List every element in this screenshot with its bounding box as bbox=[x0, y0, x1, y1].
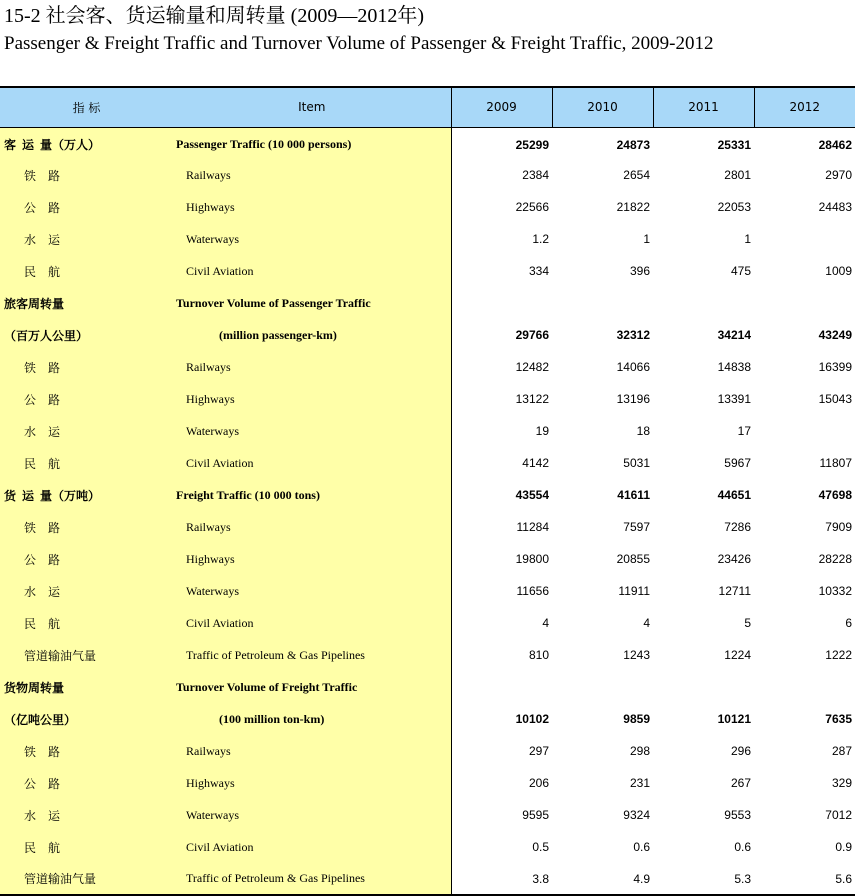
value-cell-2011: 2801 bbox=[724, 168, 751, 182]
value-cell-2012: 287 bbox=[831, 744, 852, 758]
value-cell-2012: 11807 bbox=[819, 456, 852, 470]
value-cell-2009: 43554 bbox=[515, 488, 549, 502]
row-label-english: Waterways bbox=[173, 799, 451, 831]
value-cell-2012: 16399 bbox=[818, 360, 852, 374]
value-cell-2012 bbox=[754, 415, 855, 447]
value-cell-2009: 3.8 bbox=[451, 863, 552, 895]
value-cell-2012: 10332 bbox=[818, 584, 852, 598]
value-cell-2009: 4 bbox=[542, 616, 549, 630]
row-label-english: Railways bbox=[173, 511, 451, 543]
value-cell-2011: 296 bbox=[730, 744, 751, 758]
row-label-chinese: 水 运 bbox=[0, 575, 173, 607]
page-title-chinese: 15-2 社会客、货运输量和周转量 (2009—2012年) bbox=[4, 5, 424, 27]
header-year-2012: 2012 bbox=[754, 87, 855, 127]
value-cell-2010: 9859 bbox=[623, 712, 650, 726]
value-cell-2010: 4 bbox=[643, 616, 650, 630]
value-cell-2010: 231 bbox=[629, 776, 650, 790]
value-cell-2009: 334 bbox=[528, 264, 549, 278]
header-indicator: 指 标 bbox=[0, 87, 173, 127]
header-row bbox=[0, 87, 855, 127]
value-cell-2009: 0.5 bbox=[532, 840, 549, 854]
value-cell-2012: 7012 bbox=[825, 808, 852, 822]
value-cell-2011: 1224 bbox=[724, 648, 751, 662]
table-row bbox=[0, 191, 855, 223]
value-cell-2011 bbox=[653, 671, 754, 703]
value-cell-2010: 14066 bbox=[616, 360, 650, 374]
table-row bbox=[0, 703, 855, 735]
value-cell-2010: 5031 bbox=[623, 456, 650, 470]
value-cell-2010: 0.6 bbox=[633, 840, 650, 854]
value-cell-2012: 15043 bbox=[818, 392, 852, 406]
row-label-english: Civil Aviation bbox=[173, 255, 451, 287]
value-cell-2010: 11911 bbox=[618, 584, 650, 598]
value-cell-2012: 1222 bbox=[825, 648, 852, 662]
value-cell-2011: 5 bbox=[744, 616, 751, 630]
page-title-english: Passenger & Freight Traffic and Turnover Volume of Passenger & Freight Traffic, 2009-2012 bbox=[4, 33, 714, 54]
value-cell-2012: 1009 bbox=[825, 264, 852, 278]
value-cell-2009: 13122 bbox=[515, 392, 549, 406]
value-cell-2012: 2970 bbox=[825, 168, 852, 182]
value-cell-2011: 23426 bbox=[717, 552, 751, 566]
value-cell-2011: 22053 bbox=[717, 200, 751, 214]
table-row bbox=[0, 223, 855, 255]
row-label-chinese: 公 路 bbox=[0, 191, 173, 223]
row-label-chinese: 民 航 bbox=[0, 447, 173, 479]
table-row bbox=[0, 447, 855, 479]
header-year-2010: 2010 bbox=[552, 87, 653, 127]
row-label-english: Railways bbox=[173, 159, 451, 191]
row-label-english: Waterways bbox=[173, 415, 451, 447]
table-row bbox=[0, 671, 855, 703]
row-label-english: Highways bbox=[173, 383, 451, 415]
value-cell-2010: 1 bbox=[643, 232, 650, 246]
row-label-chinese: 客 运 量（万人） bbox=[0, 127, 173, 159]
value-cell-2010: 41611 bbox=[617, 488, 650, 502]
traffic-table bbox=[0, 86, 855, 896]
value-cell-2011: 12711 bbox=[718, 584, 751, 598]
value-cell-2009: 29766 bbox=[515, 328, 549, 342]
value-cell-2010: 396 bbox=[629, 264, 650, 278]
table-row bbox=[0, 511, 855, 543]
table-row bbox=[0, 127, 855, 159]
value-cell-2012: 329 bbox=[831, 776, 852, 790]
value-cell-2012: 47698 bbox=[818, 488, 852, 502]
row-label-chinese: 民 航 bbox=[0, 831, 173, 863]
table-row bbox=[0, 863, 855, 895]
value-cell-2012: 24483 bbox=[818, 200, 852, 214]
value-cell-2009 bbox=[451, 671, 552, 703]
value-cell-2010: 21822 bbox=[616, 200, 650, 214]
row-label-english: Traffic of Petroleum & Gas Pipelines bbox=[173, 863, 451, 895]
value-cell-2012 bbox=[754, 671, 855, 703]
row-label-english: Passenger Traffic (10 000 persons) bbox=[173, 127, 451, 159]
value-cell-2011: 1 bbox=[744, 232, 751, 246]
row-label-english: Highways bbox=[173, 191, 451, 223]
row-label-english: Civil Aviation bbox=[173, 447, 451, 479]
value-cell-2011 bbox=[653, 287, 754, 319]
row-label-english: Civil Aviation bbox=[173, 831, 451, 863]
value-cell-2012 bbox=[754, 223, 855, 255]
value-cell-2011: 13391 bbox=[717, 392, 751, 406]
value-cell-2011: 25331 bbox=[717, 137, 751, 152]
value-cell-2012: 28228 bbox=[818, 552, 852, 566]
table-row bbox=[0, 767, 855, 799]
value-cell-2012: 28462 bbox=[818, 137, 852, 152]
value-cell-2009: 19800 bbox=[515, 552, 549, 566]
table-row bbox=[0, 607, 855, 639]
value-cell-2011: 10121 bbox=[717, 712, 751, 726]
value-cell-2009: 9595 bbox=[522, 808, 549, 822]
value-cell-2009: 25299 bbox=[515, 137, 549, 152]
table-row bbox=[0, 415, 855, 447]
value-cell-2010: 7597 bbox=[623, 520, 650, 534]
table-row bbox=[0, 383, 855, 415]
value-cell-2009: 297 bbox=[528, 744, 549, 758]
table-row bbox=[0, 479, 855, 511]
table-row bbox=[0, 319, 855, 351]
row-label-english: Turnover Volume of Freight Traffic bbox=[173, 671, 451, 703]
row-label-chinese: 民 航 bbox=[0, 255, 173, 287]
row-label-english: Turnover Volume of Passenger Traffic bbox=[173, 287, 451, 319]
value-cell-2009: 4142 bbox=[522, 456, 549, 470]
table-row bbox=[0, 255, 855, 287]
value-cell-2009: 12482 bbox=[515, 360, 549, 374]
value-cell-2012: 43249 bbox=[818, 328, 852, 342]
value-cell-2012: 0.9 bbox=[835, 840, 852, 854]
row-label-english: (million passenger-km) bbox=[173, 319, 451, 351]
row-label-chinese: 公 路 bbox=[0, 543, 173, 575]
row-label-chinese: 管道输油气量 bbox=[0, 863, 173, 895]
value-cell-2011: 267 bbox=[730, 776, 751, 790]
value-cell-2010: 4.9 bbox=[552, 863, 653, 895]
row-label-english: Freight Traffic (10 000 tons) bbox=[173, 479, 451, 511]
value-cell-2009: 11656 bbox=[516, 584, 549, 598]
row-label-english: Traffic of Petroleum & Gas Pipelines bbox=[173, 639, 451, 671]
value-cell-2010 bbox=[552, 287, 653, 319]
row-label-chinese: 货物周转量 bbox=[0, 671, 173, 703]
table-row bbox=[0, 287, 855, 319]
value-cell-2011: 17 bbox=[737, 424, 751, 438]
row-label-chinese: 铁 路 bbox=[0, 159, 173, 191]
row-label-chinese: 公 路 bbox=[0, 767, 173, 799]
row-label-chinese: 铁 路 bbox=[0, 351, 173, 383]
value-cell-2012: 7909 bbox=[825, 520, 852, 534]
row-label-english: (100 million ton-km) bbox=[173, 703, 451, 735]
value-cell-2011: 0.6 bbox=[734, 840, 751, 854]
header-item: Item bbox=[173, 87, 451, 127]
value-cell-2012: 7635 bbox=[825, 712, 852, 726]
table-row bbox=[0, 543, 855, 575]
row-label-english: Railways bbox=[173, 351, 451, 383]
value-cell-2011: 9553 bbox=[724, 808, 751, 822]
row-label-english: Civil Aviation bbox=[173, 607, 451, 639]
row-label-chinese: （亿吨公里） bbox=[0, 703, 173, 735]
value-cell-2009 bbox=[451, 287, 552, 319]
value-cell-2009: 11284 bbox=[516, 520, 549, 534]
table-row bbox=[0, 639, 855, 671]
header-year-2011: 2011 bbox=[653, 87, 754, 127]
row-label-chinese: 水 运 bbox=[0, 415, 173, 447]
row-label-english: Highways bbox=[173, 767, 451, 799]
value-cell-2010: 32312 bbox=[616, 328, 650, 342]
value-cell-2010: 1243 bbox=[623, 648, 650, 662]
value-cell-2009: 19 bbox=[535, 424, 549, 438]
value-cell-2010: 298 bbox=[629, 744, 650, 758]
value-cell-2010: 9324 bbox=[623, 808, 650, 822]
value-cell-2012 bbox=[754, 287, 855, 319]
row-label-chinese: 铁 路 bbox=[0, 511, 173, 543]
value-cell-2009: 206 bbox=[528, 776, 549, 790]
row-label-english: Waterways bbox=[173, 223, 451, 255]
row-label-english: Highways bbox=[173, 543, 451, 575]
value-cell-2010: 13196 bbox=[616, 392, 650, 406]
table-row bbox=[0, 799, 855, 831]
value-cell-2011: 34214 bbox=[717, 328, 751, 342]
value-cell-2011: 475 bbox=[730, 264, 751, 278]
row-label-chinese: （百万人公里） bbox=[0, 319, 173, 351]
value-cell-2010: 20855 bbox=[616, 552, 650, 566]
table-row bbox=[0, 735, 855, 767]
row-label-chinese: 水 运 bbox=[0, 223, 173, 255]
value-cell-2011: 14838 bbox=[717, 360, 751, 374]
value-cell-2009: 2384 bbox=[522, 168, 549, 182]
row-label-chinese: 民 航 bbox=[0, 607, 173, 639]
value-cell-2010: 24873 bbox=[616, 137, 650, 152]
table-row bbox=[0, 575, 855, 607]
value-cell-2011: 5.3 bbox=[653, 863, 754, 895]
value-cell-2010: 2654 bbox=[623, 168, 650, 182]
value-cell-2010: 18 bbox=[636, 424, 650, 438]
value-cell-2009: 10102 bbox=[515, 712, 549, 726]
value-cell-2012: 5.6 bbox=[754, 863, 855, 895]
value-cell-2009: 22566 bbox=[515, 200, 549, 214]
row-label-chinese: 铁 路 bbox=[0, 735, 173, 767]
value-cell-2012: 6 bbox=[845, 616, 852, 630]
row-label-chinese: 公 路 bbox=[0, 383, 173, 415]
value-cell-2009: 810 bbox=[528, 648, 549, 662]
value-cell-2011: 5967 bbox=[724, 456, 751, 470]
value-cell-2011: 7286 bbox=[724, 520, 751, 534]
value-cell-2011: 44651 bbox=[717, 488, 751, 502]
row-label-english: Waterways bbox=[173, 575, 451, 607]
row-label-english: Railways bbox=[173, 735, 451, 767]
header-year-2009: 2009 bbox=[451, 87, 552, 127]
row-label-chinese: 旅客周转量 bbox=[0, 287, 173, 319]
row-label-chinese: 货 运 量（万吨） bbox=[0, 479, 173, 511]
value-cell-2009: 1.2 bbox=[532, 232, 549, 246]
table-row bbox=[0, 831, 855, 863]
row-label-chinese: 水 运 bbox=[0, 799, 173, 831]
table-row bbox=[0, 351, 855, 383]
row-label-chinese: 管道输油气量 bbox=[0, 639, 173, 671]
value-cell-2010 bbox=[552, 671, 653, 703]
table-row bbox=[0, 159, 855, 191]
